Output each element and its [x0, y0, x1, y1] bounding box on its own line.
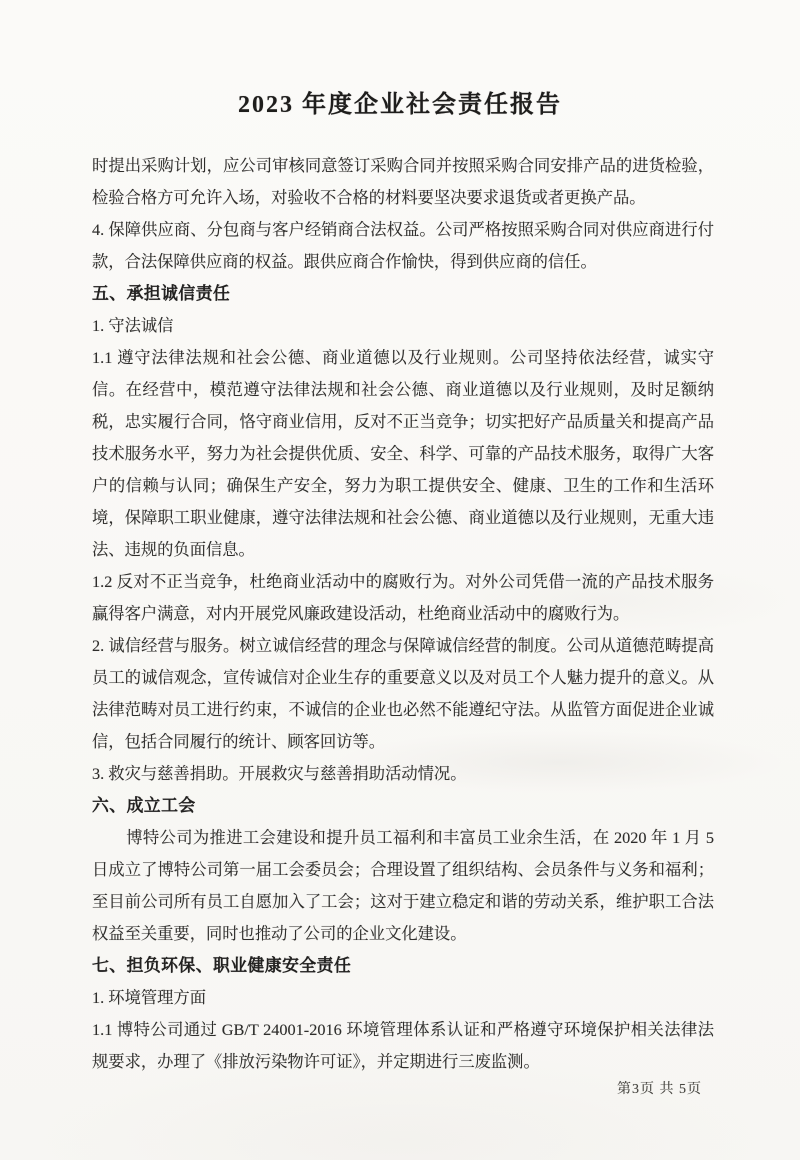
paragraph: 1. 守法诚信 — [92, 316, 174, 335]
document-body — [92, 150, 714, 1078]
paragraph: 4. 保障供应商、分包商与客户经销商合法权益。公司严格按照采购合同对供应商进行付款，合法保障供应商的权益。跟供应商合作愉快，得到供应商的信任。 — [92, 220, 714, 271]
page-number: 第3页 共 5页 — [617, 1082, 702, 1097]
paragraph: 2. 诚信经营与服务。树立诚信经营的理念与保障诚信经营的制度。公司从道德范畴提高员工的诚信观念，宣传诚信对企业生存的重要意义以及对员工个人魅力提升的意义。从法律范畴对员工进行约束，不诚信的企业也必然不能遵纪守法。从监管方面促进企业诚信，包括合同履行的统计、顾客回访等。 — [92, 636, 714, 751]
paragraph: 博特公司为推进工会建设和提升员工福利和丰富员工业余生活，在 2020 年 1 月 5 日成立了博特公司第一届工会委员会；合理设置了组织结构、会员条件与义务和福利；至目前公司所有员工自愿加入了工会；这对于建立稳定和谐的劳动关系，维护职工合法权益至关重要，同时也推动了公司的企业文化建设。 — [92, 828, 714, 943]
paragraph: 1. 环境管理方面 — [92, 988, 206, 1007]
paragraph: 时提出采购计划，应公司审核同意签订采购合同并按照采购合同安排产品的进货检验，检验合格方可允许入场，对验收不合格的材料要坚决要求退货或者更换产品。 — [92, 156, 714, 207]
paragraph: 1.1 遵守法律法规和社会公德、商业道德以及行业规则。公司坚持依法经营，诚实守信。在经营中，模范遵守法律法规和社会公德、商业道德以及行业规则，及时足额纳税，忠实履行合同，恪守商业信用，反对不正当竞争；切实把好产品质量关和提高产品技术服务水平，努力为社会提供优质、安全、科学、可靠的产品技术服务，取得广大客户的信赖与认同；确保生产安全，努力为职工提供安全、健康、卫生的工作和生活环境，保障职工职业健康，遵守法律法规和社会公德、商业道德以及行业规则，无重大违法、违规的负面信息。 — [92, 348, 714, 559]
paragraph: 1.2 反对不正当竞争，杜绝商业活动中的腐败行为。对外公司凭借一流的产品技术服务赢得客户满意，对内开展党风廉政建设活动，杜绝商业活动中的腐败行为。 — [92, 572, 714, 623]
paragraph: 3. 救灾与慈善捐助。开展救灾与慈善捐助活动情况。 — [92, 764, 467, 783]
section-heading: 六、成立工会 — [92, 796, 196, 815]
section-heading: 五、承担诚信责任 — [92, 284, 231, 303]
paragraph: 1.1 博特公司通过 GB/T 24001-2016 环境管理体系认证和严格遵守环境保护相关法律法规要求，办理了《排放污染物许可证》，并定期进行三废监测。 — [92, 1020, 714, 1071]
document-title: 2023 年度企业社会责任报告 — [238, 92, 562, 118]
section-heading: 七、担负环保、职业健康安全责任 — [92, 956, 352, 975]
